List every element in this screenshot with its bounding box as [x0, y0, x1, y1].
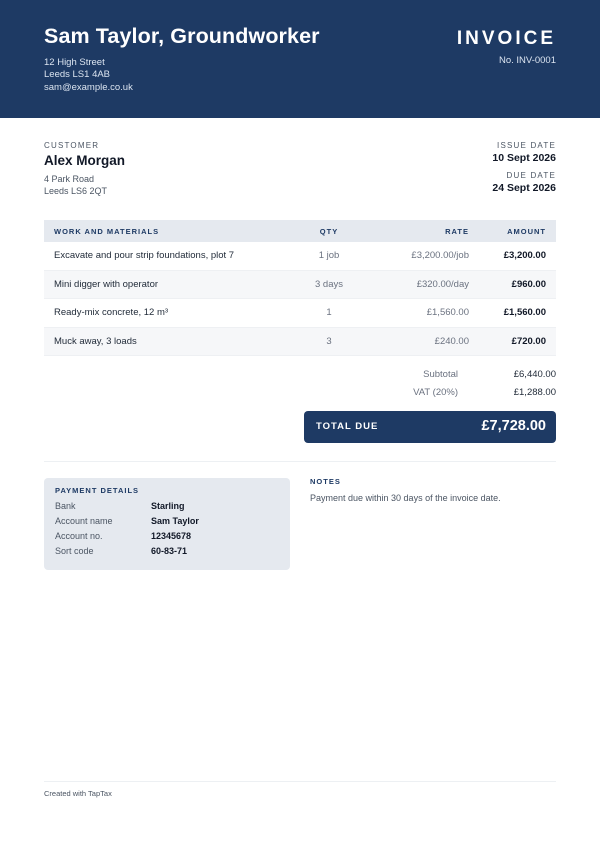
business-name: Sam Taylor, Groundworker: [44, 24, 320, 48]
issue-date-label: ISSUE DATE: [497, 141, 556, 150]
customer-address-line2: Leeds LS6 2QT: [44, 186, 108, 196]
subtotal-value: £6,440.00: [513, 369, 556, 380]
business-email: sam@example.co.uk: [44, 82, 133, 93]
sort-code-value: 60-83-71: [151, 546, 188, 556]
header-amount: AMOUNT: [507, 226, 546, 236]
row-qty: 1: [326, 307, 332, 319]
row-rate: £1,560.00: [426, 307, 469, 319]
invoice-number: No. INV-0001: [498, 55, 556, 66]
invoice-title: INVOICE: [456, 28, 556, 49]
payment-details-title: PAYMENT DETAILS: [55, 486, 140, 495]
customer-address-line1: 4 Park Road: [44, 174, 95, 184]
sort-code-label: Sort code: [55, 546, 94, 556]
notes-title: NOTES: [310, 477, 341, 486]
table-row: [44, 271, 556, 300]
total-due-box: [304, 411, 556, 443]
total-due-label: TOTAL DUE: [316, 421, 379, 432]
row-rate: £3,200.00/job: [411, 250, 469, 262]
table-row: [44, 242, 556, 271]
payment-details-box: [44, 478, 290, 570]
due-date-value: 24 Sept 2026: [492, 182, 556, 194]
subtotal-label: Subtotal: [423, 369, 458, 380]
row-description: Mini digger with operator: [54, 278, 159, 290]
header-qty: QTY: [319, 226, 339, 236]
bank-value: Starling: [151, 501, 185, 511]
business-address-line2: Leeds LS1 4AB: [44, 69, 111, 80]
issue-date-value: 10 Sept 2026: [492, 152, 556, 164]
invoice-header: [0, 0, 600, 118]
total-due-value: £7,728.00: [481, 418, 546, 434]
bank-label: Bank: [55, 501, 76, 511]
line-items-table: [44, 220, 556, 356]
customer-label: CUSTOMER: [44, 141, 100, 150]
row-description: Excavate and pour strip foundations, plot 7: [54, 250, 235, 262]
row-amount: £960.00: [511, 278, 546, 290]
row-qty: 3 days: [315, 278, 343, 290]
table-row: [44, 328, 556, 357]
row-description: Ready-mix concrete, 12 m³: [54, 307, 169, 319]
row-amount: £3,200.00: [503, 250, 546, 262]
row-qty: 3: [326, 335, 332, 347]
account-no-value: 12345678: [151, 531, 192, 541]
section-divider: [44, 461, 556, 462]
table-header: [44, 220, 556, 242]
customer-name: Alex Morgan: [44, 153, 126, 168]
due-date-label: DUE DATE: [506, 171, 556, 180]
row-description: Muck away, 3 loads: [54, 335, 137, 347]
account-name-value: Sam Taylor: [151, 516, 199, 526]
row-amount: £720.00: [511, 335, 546, 347]
footer-credit: Created with TapTax: [44, 789, 112, 798]
row-rate: £240.00: [434, 335, 469, 347]
footer-divider: [44, 781, 556, 782]
account-no-label: Account no.: [55, 531, 103, 541]
notes-text: Payment due within 30 days of the invoice date.: [310, 493, 501, 503]
vat-label: VAT (20%): [413, 387, 458, 398]
row-amount: £1,560.00: [503, 307, 546, 319]
header-rate: RATE: [445, 226, 469, 236]
table-row: [44, 299, 556, 328]
header-description: WORK AND MATERIALS: [54, 226, 160, 236]
business-address-line1: 12 High Street: [44, 57, 105, 68]
row-qty: 1 job: [318, 250, 340, 262]
vat-value: £1,288.00: [513, 387, 556, 398]
account-name-label: Account name: [55, 516, 113, 526]
row-rate: £320.00/day: [416, 278, 469, 290]
